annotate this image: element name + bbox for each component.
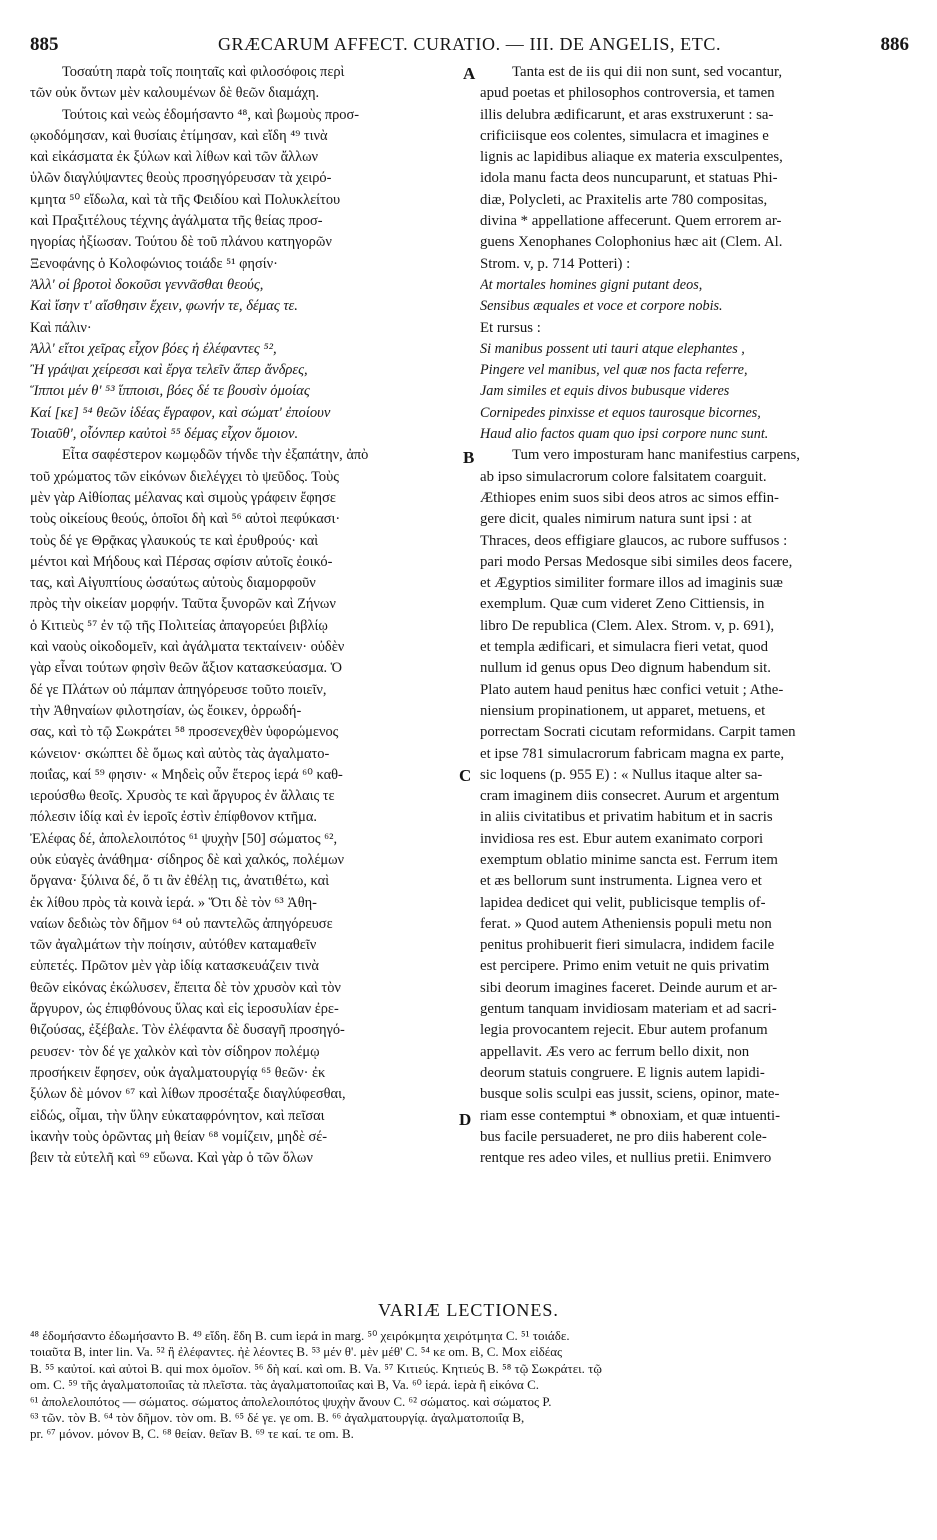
text-line: Et rursus : <box>480 319 541 336</box>
page-number-left: 885 <box>30 34 59 55</box>
text-line: εὐπετές. Πρῶτον μὲν γὰρ ἰδίᾳ κατασκευάζειν τινὰ <box>30 958 319 975</box>
text-line: καὶ ναοὺς οἰκοδομεῖν, καὶ ἀγάλματα τεκταίνειν· οὐδὲν <box>30 639 345 656</box>
text-line: ναίων δεδιὼς τὸν δῆμον ⁶⁴ οὐ παντελῶς ἀπηγόρευσε <box>30 915 333 932</box>
text-line: οὐκ εὐαγὲς ἀνάθημα· σίδηρος δὲ καὶ χαλκός, πολέμων <box>30 851 345 868</box>
text-line: Cornipedes pinxisse et equos taurosque bicornes, <box>480 404 761 421</box>
text-line: τοιαῦτα B, inter lin. Va. ⁵² ἢ ἐλέφαντες. ἠὲ λέοντες B. ⁵³ μέν θ'. μὲν μέθ' C. ⁵⁴ κε om. B, C. Mox εἰδέας <box>30 1344 563 1360</box>
text-line: cram imaginem diis consecret. Aurum et argentum <box>480 788 780 805</box>
text-line: porrectam Socrati cicutam reformidans. Carpit tamen <box>480 724 796 741</box>
running-title: GRÆCARUM AFFECT. CURATIO. — III. DE ANGELIS, ETC. <box>217 34 722 54</box>
text-line: ποιΐας, καί ⁵⁹ φησιν· « Μηδεὶς οὖν ἕτερος ἱερά ⁶⁰ καθ- <box>30 766 343 783</box>
text-line: Tanta est de iis qui dii non sunt, sed vocantur, <box>512 64 783 80</box>
text-line: σας, καὶ τὸ τῷ Σωκράτει ⁵⁸ προσενεχθὲν ὑφορώμενος <box>30 724 339 741</box>
text-line: om. C. ⁵⁹ τῆς ἀγαλματοποιΐας τὰ πλεῖστα. τὰς ἀγαλματοποιΐας καὶ B, Va. ⁶⁰ ἱερά. ἱερὰ ἢ εἰκόνα C. <box>30 1377 540 1393</box>
text-line: ηγορίας ἠξίωσαν. Τούτου δὲ τοῦ πλάνου κατηγορῶν <box>30 234 332 251</box>
text-line: ⁴⁸ ἐδομήσαντο ἐδωμήσαντο B. ⁴⁹ εἴδη. ἕδη B. cum ἱερά in marg. ⁵⁰ χειρόκμητα χειρότμητα C. ⁵¹ τοιάδε. <box>30 1328 570 1343</box>
text-line: ὁ Κιτιεὺς ⁵⁷ ἐν τῷ τῆς Πολιτείας ἀπαγορεύει βιβλίῳ <box>30 617 328 634</box>
text-line: θιζούσας, ἐξέβαλε. Τὸν ἐλέφαντα δὲ δυσαγῆ προσηγό- <box>30 1022 345 1039</box>
text-line: pr. ⁶⁷ μόνον. μόνον B, C. ⁶⁸ θείαν. θεῖαν B. ⁶⁹ τε καί. τε om. B. <box>30 1426 354 1442</box>
text-line: τῶν οὐκ ὄντων μὲν καλουμένων δὲ θεῶν διαμάχη. <box>30 85 320 102</box>
text-line: appellavit. Æs vero ac ferrum bello dixit, non <box>480 1043 750 1060</box>
text-line: B. ⁵⁵ καὐτοί. καὶ αὐτοὶ B. qui mox ὁμοῖον. ⁵⁶ δὴ καί. καὶ om. B. Va. ⁵⁷ Κιτιεύς. Κητιεύς B. ⁵⁸ τῷ Σωκράτει. τῷ <box>30 1360 602 1376</box>
text-line: ⁶¹ ἀπολελοιπότος — σώματος. σώματος ἀπολελοιπότος ψυχὴν ἄνουν C. ⁶² σώματος. καὶ σώματος P. <box>30 1393 552 1409</box>
text-line: legia provocantem rejecit. Ebur autem profanum <box>480 1022 768 1039</box>
text-line: τας, καὶ Αἰγυπτίους ὡσαύτως αὐτοὺς διαμορφοῦν <box>30 575 316 592</box>
text-line: Τούτοις καὶ νεὼς ἐδομήσαντο ⁴⁸, καὶ βωμοὺς προσ- <box>62 106 360 123</box>
margin-marker-c: C <box>459 766 472 785</box>
text-line: καὶ εἰκάσματα ἐκ ξύλων καὶ λίθων καὶ τῶν ἄλλων <box>30 149 319 166</box>
variae-notes <box>30 1328 908 1443</box>
text-line: Pingere vel manibus, vel quæ nos facta referre, <box>480 362 748 379</box>
text-line: ferat. » Quod autem Atheniensis populi metu non <box>480 915 772 932</box>
text-line: bus facile persuaderet, ne pro diis haberent cole- <box>480 1128 767 1145</box>
text-line: Εἶτα σαφέστερον κωμῳδῶν τήνδε τὴν ἐξαπάτην, ἀπὸ <box>62 447 369 464</box>
text-line: Strom. v, p. 714 Potteri) : <box>480 255 631 272</box>
text-line: ρευσεν· τὸν δέ γε χαλκὸν καὶ τὸν σίδηρον πολέμῳ <box>30 1043 320 1060</box>
page-number-right: 886 <box>880 34 909 55</box>
text-line: Ἵπποι μέν θ' ⁵³ ἵπποισι, βόες δέ τε βουσὶν ὁμοίας <box>30 383 310 400</box>
text-line: Ἀλλ' οἱ βροτοὶ δοκοῦσι γεννᾶσθαι θεούς, <box>30 276 264 293</box>
text-line: et ipse 781 simulacrorum fabricam magna ex parte, <box>480 745 785 762</box>
text-line: Haud alio factos quam quo ipsi corpore nunc sunt. <box>480 426 769 443</box>
text-line: πόλεσιν ἰδίᾳ καὶ ἐν ἱεροῖς ἐστὶν ἐπίφθονον κτῆμα. <box>30 809 317 826</box>
text-line: δέ γε Πλάτων οὐ πάμπαν ἀπηγόρευσε τοῦτο ποιεῖν, <box>30 681 327 698</box>
text-line: Sensibus æquales et voce et corpore nobis. <box>480 298 723 315</box>
text-line: crificiisque eos colentes, simulacra et imagines e <box>480 127 769 144</box>
text-line: ab ipso simulacrorum colore falsitatem coarguit. <box>480 468 767 485</box>
text-line: καὶ Πραξιτέλους τέχνης ἀγάλματα τῆς θείας προσ- <box>30 213 323 230</box>
text-line: gere dicit, quales nimirum natura sunt ipsi : at <box>480 511 752 528</box>
text-line: diæ, Polycleti, ac Praxitelis arte 780 compositas, <box>480 191 768 208</box>
text-line: ἱκανὴν τοὺς ὁρῶντας μὴ θείαν ⁶⁸ νομίζειν, μηδὲ σέ- <box>30 1128 328 1145</box>
text-line: Plato autem haud penitus hæc confici vetuit ; Athe- <box>480 681 784 698</box>
text-line: idola manu facta deos nuncuparunt, et statuas Phi- <box>480 170 778 187</box>
text-line: Æthiopes enim suos sibi deos atros ac simos effin- <box>480 489 779 506</box>
text-line: ἄργυρον, ὡς ἐπιφθόνους ὕλας καὶ εἰς ἱεροσυλίαν ἐρε- <box>30 1001 339 1018</box>
text-line: exemplum. Quæ cum videret Zeno Cittiensis, in <box>480 596 765 613</box>
text-line: ῳκοδόμησαν, καὶ θυσίαις ἐτίμησαν, καὶ εἴδη ⁴⁹ τινὰ <box>30 127 328 144</box>
text-line: penitus prohibuerit fieri simulacra, indidem facile <box>480 937 775 954</box>
text-line: μέντοι καὶ Μήδους καὶ Πέρσας σφίσιν αὐτοῖς ἐοικό- <box>30 553 333 570</box>
text-line: Ἢ γράψαι χείρεσσι καὶ ἔργα τελεῖν ἅπερ ἄνδρες, <box>30 362 308 379</box>
text-line: εἰδώς, οἶμαι, τὴν ὕλην εὐκαταφρόνητον, καὶ πεῖσαι <box>30 1107 325 1124</box>
text-line: Si manibus possent uti tauri atque elephantes , <box>480 340 745 357</box>
text-line: προσήκειν ἔφησεν, οὐκ ἀγαλματουργίᾳ ⁶⁵ θεῶν· ἐκ <box>30 1064 326 1081</box>
text-line: in aliis civitatibus et privatim habitum et in sacris <box>480 809 773 826</box>
text-line: θεῶν εἰκόνας ἐκώλυσεν, ἔπειτα δὲ τὸν χρυσὸν καὶ τὸν <box>30 979 341 996</box>
text-line: Tum vero imposturam hanc manifestius carpens, <box>512 447 800 464</box>
text-line: lapidea dedicet qui velit, publicisque templis of- <box>480 894 766 911</box>
text-line: Καὶ πάλιν· <box>30 319 92 336</box>
text-line: riam esse contemptui * obnoxiam, et quæ intuenti- <box>480 1107 780 1124</box>
text-line: deorum statuis congruere. E lignis autem lapidi- <box>480 1064 765 1081</box>
text-line: sic loquens (p. 955 E) : « Nullus itaque alter sa- <box>480 766 763 783</box>
text-line: pari modo Persas Medosque sibi similes deos facere, <box>480 553 793 570</box>
text-line: ἐκ λίθου πρὸς τὰ κοινὰ ἱερά. » Ὅτι δὲ τὸν ⁶³ Ἀθη- <box>30 894 317 911</box>
text-line: illis delubra ædificarunt, et aras exstruxerunt : sa- <box>480 106 774 123</box>
text-line: κώνειον· σκώπτει δὲ ὅμως καὶ αὐτὸς τὰς ἀγαλματο- <box>30 745 330 762</box>
text-line: πρὸς τὴν οἰκείαν μορφήν. Ταῦτα ξυνορῶν καὶ Ζήνων <box>30 596 336 613</box>
text-line: Καί [κε] ⁵⁴ θεῶν ἰδέας ἔγραφον, καὶ σώματ' ἐποίουν <box>30 404 331 421</box>
text-line: est percipere. Primo enim vetuit ne quis privatim <box>480 958 770 975</box>
text-line: βειν τὰ εὐτελῆ καὶ ⁶⁹ εὔωνα. Καὶ γὰρ ὁ τῶν ὅλων <box>30 1150 313 1167</box>
text-line: τῶν ἀγαλμάτων τὴν ποίησιν, αὐτόθεν καταμαθεῖν <box>30 937 317 954</box>
text-line: niensium propinationem, ut apparet, metuens, et <box>480 702 766 719</box>
text-line: et Ægyptios similiter formare illos ad imaginis suæ <box>480 575 783 592</box>
text-line: μὲν γὰρ Αἰθίοπας μέλανας καὶ σιμοὺς γράφειν ἔφησε <box>30 489 336 506</box>
text-line: Ἀλλ' εἴτοι χεῖρας εἶχον βόες ἠ ἐλέφαντες ⁵², <box>30 340 277 357</box>
text-line: τοῦ χρώματος τῶν εἰκόνων διελέγχει τὸ ψεῦδος. Τοὺς <box>30 468 339 485</box>
text-line: γὰρ εἶναι τούτων φησὶν θεῶν ἄξιον κατασκεύασμα. Ὁ <box>30 660 343 677</box>
margin-marker-a: A <box>463 64 476 83</box>
text-line: apud poetas et philosophos controversia, et tamen <box>480 85 775 102</box>
text-line: τὴν Ἀθηναίων φιλοτησίαν, ὡς ἔοικεν, ὀρρωδή- <box>30 702 302 719</box>
text-line: Καὶ ἴσην τ' αἴσθησιν ἔχειν, φωνήν τε, δέμας τε. <box>30 298 298 315</box>
text-line: τοὺς δέ γε Θρᾷκας γλαυκούς τε καὶ ἐρυθρούς· καὶ <box>30 532 319 549</box>
text-line: et æs bellorum sunt instrumenta. Lignea vero et <box>480 873 762 890</box>
text-line: divina * appellatione affecerunt. Quem errorem ar- <box>480 213 782 230</box>
text-line: Jam similes et equis divos bubusque videres <box>480 383 730 400</box>
text-line: κμητα ⁵⁰ εἴδωλα, καὶ τὰ τῆς Φειδίου καὶ Πολυκλείτου <box>30 191 341 208</box>
text-line: Ἐλέφας δέ, ἀπολελοιπότος ⁶¹ ψυχὴν [50] σώματος ⁶², <box>30 830 338 847</box>
running-header <box>30 34 909 62</box>
text-line: Τοιαῦθ', οἷόνπερ καὐτοὶ ⁵⁵ δέμας εἶχον ὅμοιον. <box>30 426 299 443</box>
text-line: Τοσαύτη παρὰ τοῖς ποιηταῖς καὶ φιλοσόφοις περὶ <box>62 64 345 80</box>
text-line: Thraces, deos effigiare glaucos, ac rubore suffusos : <box>480 532 788 549</box>
text-line: Ξενοφάνης ὁ Κολοφώνιος τοιάδε ⁵¹ φησίν· <box>30 255 278 272</box>
text-line: ιερούσθω θεοῖς. Χρυσὸς τε καὶ ἄργυρος ἐν ἄλλαις τε <box>30 788 335 805</box>
margin-marker-d: D <box>459 1110 472 1129</box>
text-line: exemptum oblatio minime sancta est. Ferrum item <box>480 851 778 868</box>
text-line: lignis ac lapidibus aliaque ex materia exsculpentes, <box>480 149 783 166</box>
text-line: invidiosa res est. Ebur autem exanimato corpori <box>480 830 764 847</box>
text-line: nullum id genus opus Deo dignum habendum sit. <box>480 660 771 677</box>
variae-lectiones-title: VARIÆ LECTIONES. <box>378 1300 559 1320</box>
text-line: sibi deorum imagines faceret. Deinde aurum et ar- <box>480 979 778 996</box>
greek-column <box>30 62 462 1169</box>
text-line: libro De republica (Clem. Alex. Strom. v, p. 691), <box>480 617 775 634</box>
text-line: τοὺς οἰκείους θεούς, ὁποῖοι δὴ καὶ ⁵⁶ αὐτοὶ πεφύκασι· <box>30 511 341 528</box>
text-line: ξύλων δὲ μόνον ⁶⁷ καὶ λίθων προσέταξε διαγλύφεσθαι, <box>30 1086 346 1103</box>
text-line: busque solis sculpi eas jussit, sciens, opinor, mate- <box>480 1086 780 1103</box>
text-line: ὑλῶν διαγλύψαντες θεοὺς προσηγόρευσαν τὰ χειρό- <box>30 170 332 187</box>
text-line: At mortales homines gigni putant deos, <box>480 276 703 293</box>
margin-marker-b: B <box>463 448 475 467</box>
text-line: rentque res adeo viles, et nullius pretii. Enimvero <box>480 1150 772 1167</box>
text-line: et templa ædificari, et simulacra fieri vetat, quod <box>480 639 769 656</box>
text-line: guens Xenophanes Colophonius hæc ait (Clem. Al. <box>480 234 783 251</box>
text-line: ὄργανα· ξύλινα δέ, ὅ τι ἂν ἐθέλῃ τις, ἀνατιθέτω, καὶ <box>30 873 330 890</box>
text-line: gentum tanquam invidiosam materiam et ad sacri- <box>480 1001 777 1018</box>
latin-column <box>480 62 910 1169</box>
text-line: ⁶³ τῶν. τὸν B. ⁶⁴ τὸν δῆμον. τὸν om. B. ⁶⁵ δέ γε. γε om. B. ⁶⁶ ἀγαλματουργίᾳ. ἀγαλματοποιΐᾳ B, <box>30 1409 525 1425</box>
